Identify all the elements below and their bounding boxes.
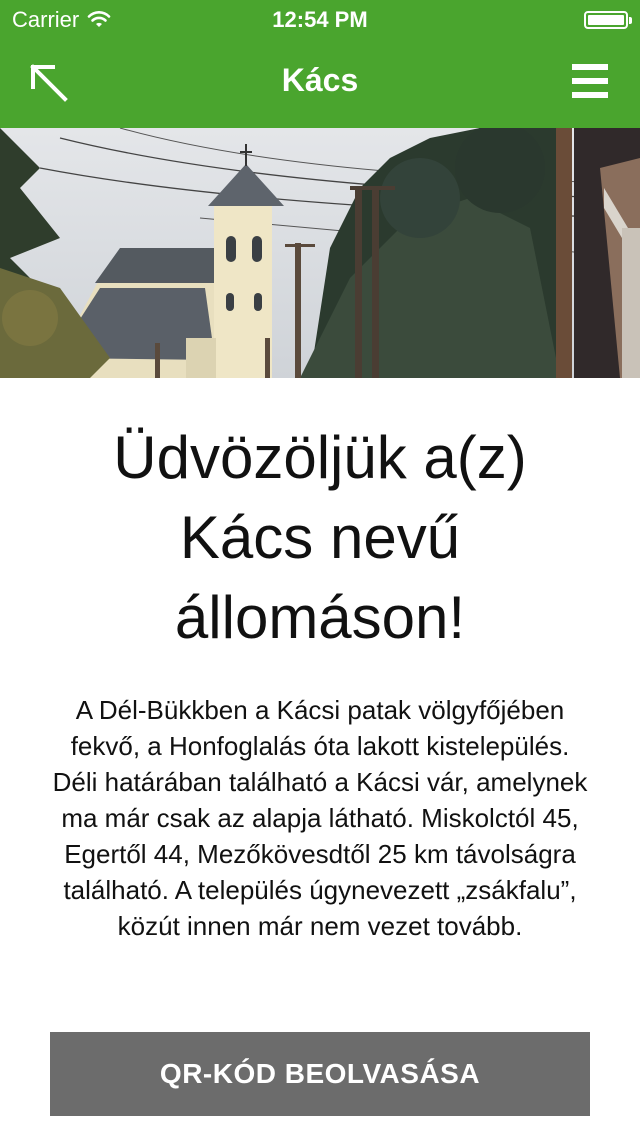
status-time: 12:54 PM	[272, 7, 368, 32]
qr-scan-button[interactable]: QR-KÓD BEOLVASÁSA	[50, 1032, 590, 1116]
nav-bar	[0, 40, 640, 128]
battery-icon	[584, 11, 628, 29]
carrier-label: Carrier	[12, 7, 80, 32]
station-description: A Dél-Bükkben a Kácsi patak völgyfőjében fekvő, a Honfoglalás óta lakott kistelepülés. Déli határában található a Kácsi vár, amelynek ma már csak az alapja látható. Miskolctól 45, Egertől 44, Mezőkövesdtől 25 km távolságra található. A település úgynevezett „zsákfalu”, közút innen már nem vezet tovább.	[52, 695, 588, 941]
battery-level	[588, 15, 624, 25]
nav-title: Kács	[281, 62, 359, 98]
content-area[interactable]	[0, 378, 640, 1014]
description-continued-clipped	[50, 984, 590, 1014]
menu-button[interactable]	[572, 64, 610, 100]
welcome-title: Üdvözöljük a(z) Kács nevű állomáson!	[113, 424, 527, 651]
hero-image	[0, 128, 640, 378]
header	[0, 0, 640, 128]
status-bar	[0, 0, 640, 40]
church-photo	[0, 128, 640, 378]
